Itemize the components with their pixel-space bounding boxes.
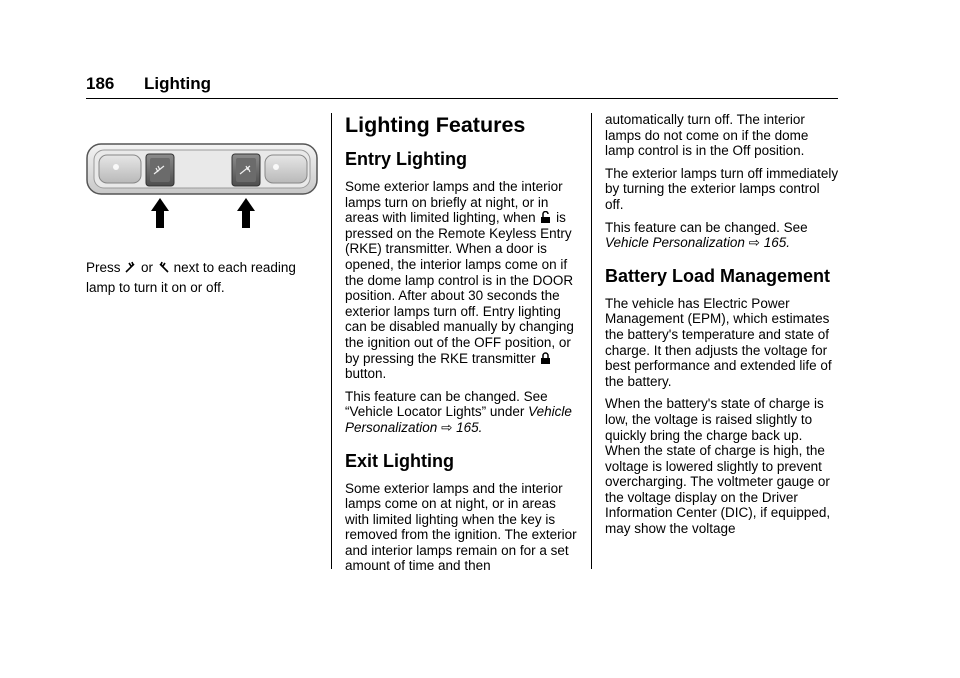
cross-reference-link[interactable]: Vehicle Personalization xyxy=(345,404,572,435)
reading-lamp-right-icon xyxy=(158,261,169,274)
right-reading-lamp-button xyxy=(232,154,260,186)
cross-reference-page[interactable]: 165. xyxy=(763,235,790,251)
exit-lighting-see-also xyxy=(605,220,841,251)
cross-reference-link[interactable]: Vehicle Personalization xyxy=(605,235,745,251)
paragraph-text: is pressed on the Remote Keyless Entry (RKE) transmitter. When a door is opened, the interior lamps come on if the dome lamp control is in the DOOR position. After about 30 seconds the exterior lamps turn off. Entry lighting can be disabled manually by changing the ignition out of the OFF position, or by pressing the RKE transmitter xyxy=(345,210,574,366)
exit-lighting-paragraph: The exterior lamps turn off immediately by turning the exterior lamps control off. xyxy=(605,165,839,212)
caption-text: or xyxy=(141,260,154,275)
column-right xyxy=(605,112,841,544)
battery-paragraph: When the battery's state of charge is low, the voltage is raised slightly to quickly bring the charge back up. When the state of charge is high, the voltage is lowered slightly to prevent overcharging. The voltmeter gauge or the voltage display on the Driver Information Center (DIC), if equipped, may show the voltage xyxy=(605,396,831,537)
reading-lamp-left-icon xyxy=(125,261,136,274)
column-divider xyxy=(591,113,592,569)
reading-lamp-console-illustration xyxy=(86,128,318,238)
exit-lighting-heading: Exit Lighting xyxy=(345,450,454,471)
battery-load-heading: Battery Load Management xyxy=(605,265,831,286)
figure-caption xyxy=(86,258,322,298)
paragraph-text: Some exterior lamps and the interior lamps turn on briefly at night, or in areas with limited lighting, when xyxy=(345,179,563,226)
entry-lighting-see-also xyxy=(345,389,580,436)
page-header xyxy=(86,70,838,99)
paragraph-text: button. xyxy=(345,366,387,382)
page-ref-arrow-icon: ⇨ xyxy=(748,235,760,251)
section-title: Lighting xyxy=(144,74,212,93)
cross-reference-page[interactable]: 165. xyxy=(456,419,483,435)
lock-icon xyxy=(540,352,551,365)
entry-lighting-heading: Entry Lighting xyxy=(345,149,467,169)
arrow-up-icon xyxy=(237,198,255,228)
battery-paragraph: The vehicle has Electric Power Management (EPM), which estimates the battery's temperature and state of charge. It then adjusts the voltage for best performance and extended life of the battery. xyxy=(605,295,832,389)
left-reading-lamp-button xyxy=(146,154,174,186)
unlock-icon xyxy=(540,211,551,224)
caption-text: next to each reading lamp to turn it on or off. xyxy=(86,260,296,295)
paragraph-text: This feature can be changed. See xyxy=(605,219,808,235)
entry-lighting-paragraph xyxy=(345,179,580,382)
column-divider xyxy=(331,113,332,569)
caption-text: Press xyxy=(86,260,121,275)
page-ref-arrow-icon: ⇨ xyxy=(441,419,453,435)
page-number: 186 xyxy=(86,74,115,93)
arrow-up-icon xyxy=(151,198,169,228)
paragraph-text: This feature can be changed. See “Vehicle Locator Lights” under xyxy=(345,388,548,420)
main-heading: Lighting Features xyxy=(345,113,526,137)
column-middle xyxy=(345,112,580,581)
exit-lighting-paragraph-continued: automatically turn off. The interior lamps do not come on if the dome lamp control is in the Off position. xyxy=(605,112,809,159)
exit-lighting-paragraph: Some exterior lamps and the interior lamps come on at night, or in areas with limited lighting when the key is removed from the ignition. The exterior and interior lamps remain on for a set amount of time and then xyxy=(345,480,577,574)
